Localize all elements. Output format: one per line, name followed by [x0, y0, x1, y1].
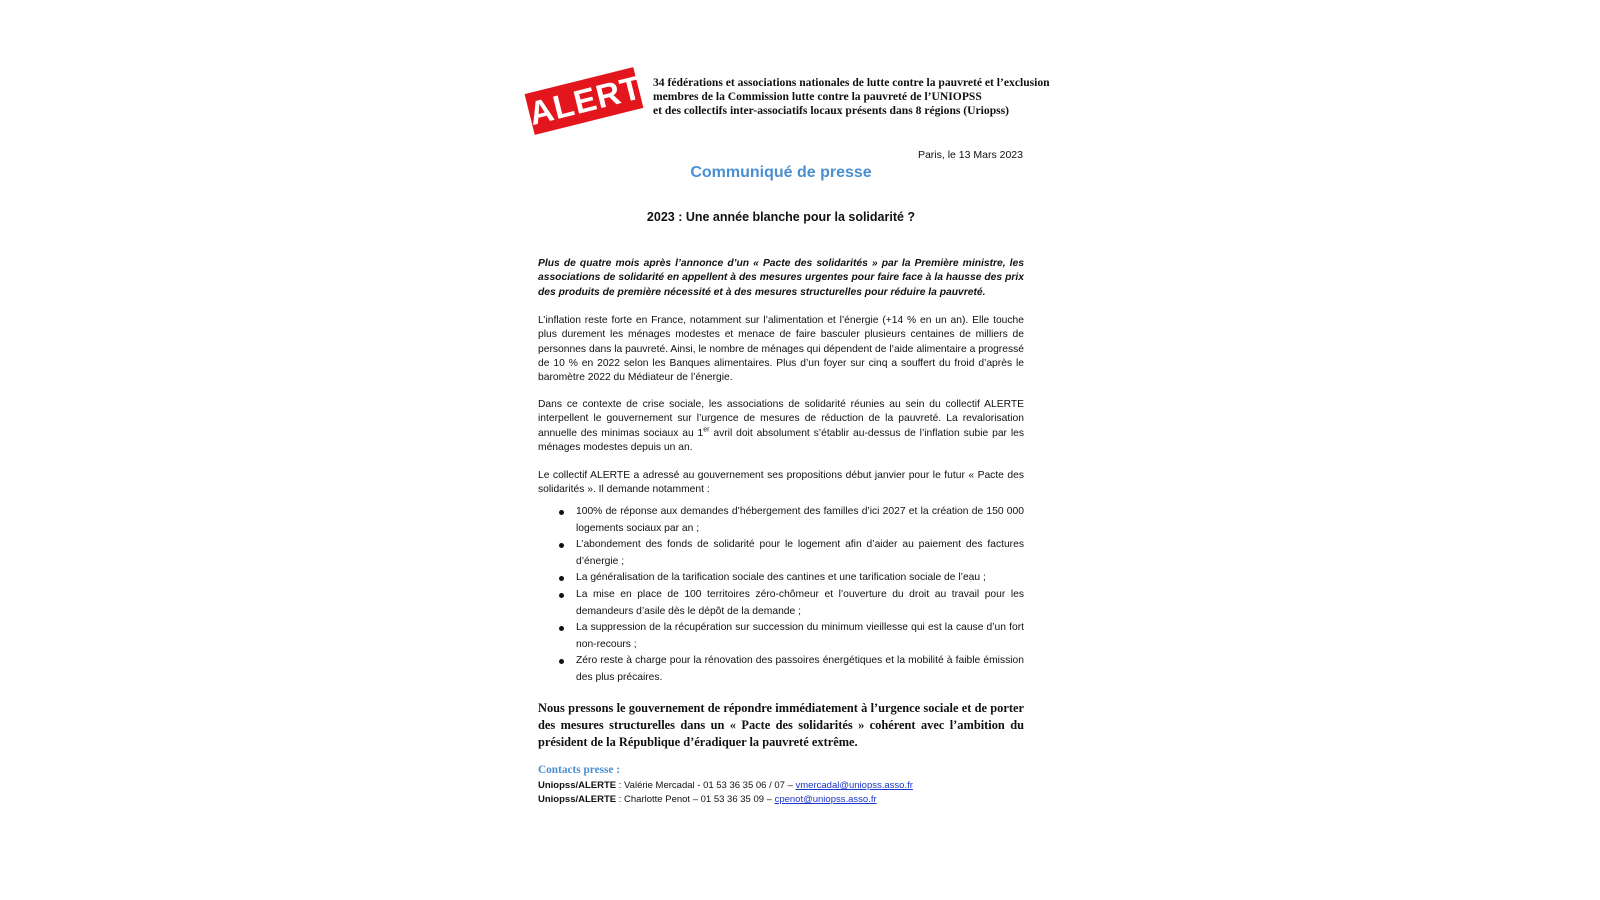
- org-line-2: membres de la Commission lutte contre la pauvreté de l’UNIOPSS: [653, 90, 982, 103]
- alerte-logo: ALERTE: [525, 67, 644, 135]
- bullet-icon: [559, 543, 564, 548]
- contacts-heading: Contacts presse :: [538, 764, 620, 776]
- list-item: [538, 537, 1024, 570]
- superscript-er: er: [703, 426, 710, 434]
- paragraph-proposals: Le collectif ALERTE a adressé au gouvernement ses propositions début janvier pour le futur « Pacte des solidarités ». Il demande notamment :: [538, 470, 1024, 496]
- list-item-text: La généralisation de la tarification sociale des cantines et une tarification sociale de l’eau ;: [576, 572, 986, 584]
- document-type-heading: Communiqué de presse: [690, 164, 872, 181]
- bullet-icon: [559, 626, 564, 631]
- bullet-icon: [559, 576, 564, 581]
- contact-email-link[interactable]: vmercadal@uniopss.asso.fr: [795, 780, 913, 791]
- list-item-text: L’abondement des fonds de solidarité pour le logement afin d’aider au paiement des factures d’énergie ;: [576, 539, 1024, 567]
- paragraph-inflation: L’inflation reste forte en France, notamment sur l’alimentation et l’énergie (+14 % en un an). Elle touche plus durement les ménages modestes et menace de faire basculer plusieurs centaines de milliers de personnes dans la pauvreté. Ainsi, le nombre de ménages qui dépendent de l’aide alimentaire a progressé de 10 % en 2022 selon les Banques alimentaires. Plus d’un foyer sur cinq a souffert du froid d’après le baromètre 2022 du Médiateur de l’énergie.: [538, 315, 1024, 384]
- paragraph-context-start: Dans ce contexte de crise sociale, les associations de solidarité réunies au sein du collectif ALERTE interpellent le gouvernement sur l’urgence de mesures de réduction de la pauvreté. La revalorisation annuelle des minimas sociaux au 1: [538, 399, 1024, 439]
- lead-paragraph: Plus de quatre mois après l’annonce d’un « Pacte des solidarités » par la Première ministre, les associations de solidarité en appellent à des mesures urgentes pour faire face à la hausse des prix des produits de première nécessité et à des mesures structurelles pour réduire la pauvreté.: [538, 258, 1024, 298]
- bullet-icon: [559, 659, 564, 664]
- list-item-text: La suppression de la récupération sur succession du minimum vieillesse qui est la cause d’un fort non-recours ;: [576, 622, 1024, 650]
- closing-statement: Nous pressons le gouvernement de répondre immédiatement à l’urgence sociale et de porter des mesures structurelles dans un « Pacte des solidarités » cohérent avec l’ambition du président de la République d’éradiquer la pauvreté extrême.: [538, 701, 1024, 749]
- contact-org: Uniopss/ALERTE: [538, 794, 617, 805]
- org-line-3: et des collectifs inter-associatifs locaux présents dans 8 régions (Uriopss): [653, 104, 1010, 117]
- date-line: Paris, le 13 Mars 2023: [917, 149, 1023, 161]
- contact-line-1: [538, 780, 913, 791]
- contact-email-link[interactable]: cpenot@uniopss.asso.fr: [774, 794, 877, 805]
- contact-details: : Charlotte Penot – 01 53 36 35 09 –: [616, 794, 775, 805]
- list-item: [538, 504, 1024, 537]
- press-release-title: 2023 : Une année blanche pour la solidarité ?: [646, 210, 916, 224]
- list-item: [538, 587, 1024, 620]
- bullet-icon: [559, 593, 564, 598]
- list-item: [538, 570, 1024, 587]
- list-item-text: 100% de réponse aux demandes d’hébergement des familles d’ici 2027 et la création de 150 000 logements sociaux par an ;: [576, 506, 1024, 534]
- list-item-text: La mise en place de 100 territoires zéro-chômeur et l’ouverture du droit au travail pour les demandeurs d’asile dès le dépôt de la demande ;: [576, 588, 1024, 617]
- paragraph-context: [538, 398, 1024, 455]
- contact-line-2: [538, 794, 877, 805]
- organization-description: [653, 76, 1050, 118]
- list-item-text: Zéro reste à charge pour la rénovation des passoires énergétiques et la mobilité à faible émission des plus précaires.: [576, 655, 1024, 683]
- list-item: [538, 653, 1024, 686]
- paragraph-context-end: avril doit absolument s’établir au-dessus de l’inflation subie par les ménages modestes depuis un an.: [538, 427, 1024, 453]
- list-item: [538, 620, 1024, 653]
- contact-details: : Valérie Mercadal - 01 53 36 35 06 / 07 –: [616, 780, 796, 791]
- proposals-list: [538, 504, 1024, 687]
- bullet-icon: [559, 510, 564, 515]
- org-line-1: 34 fédérations et associations nationales de lutte contre la pauvreté et l’exclusion: [653, 76, 1050, 89]
- contact-org: Uniopss/ALERTE: [538, 780, 617, 791]
